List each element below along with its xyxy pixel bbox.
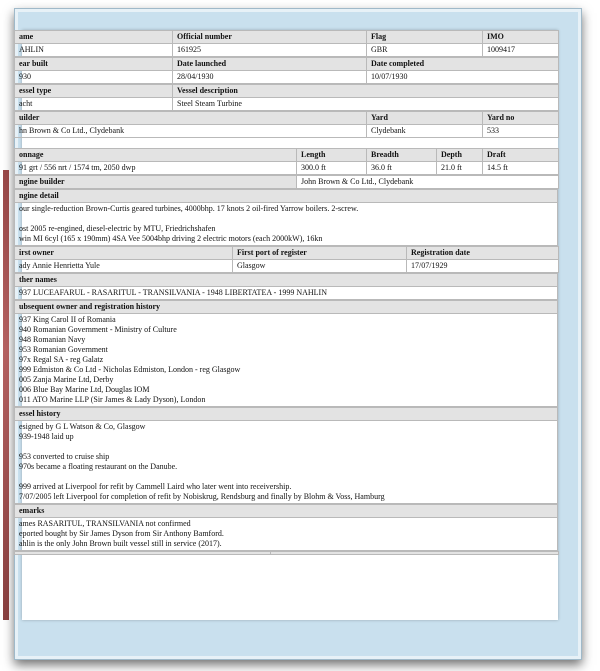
- name-label: ame: [15, 31, 173, 44]
- owner-history-line: 940 Romanian Government - Ministry of Culture: [19, 325, 177, 334]
- trailing-table: [14, 551, 559, 555]
- remarks-text: [15, 518, 558, 551]
- breadth-value: 36.0 ft: [367, 162, 437, 175]
- owner-history-line: 953 Romanian Government: [19, 345, 108, 354]
- registration-date-label: Registration date: [407, 247, 559, 260]
- remarks-line: ahlin is the only John Brown built vessel still in service (2017).: [19, 539, 222, 548]
- engine-detail-table: [14, 189, 558, 246]
- other-names-label: ther names: [15, 274, 558, 287]
- ship-record-page: [19, 30, 558, 620]
- owner-history-line: 011 ATO Marine LLP (Sir James & Lady Dyson), London: [19, 395, 206, 404]
- dates-table: [14, 57, 559, 84]
- year-built-value: 930: [15, 71, 173, 84]
- vessel-history-line: [19, 442, 553, 452]
- engine-detail-text: [15, 203, 558, 246]
- remarks-line: ames RASARITUL, TRANSILVANIA not confirmed: [19, 519, 191, 528]
- builder-value: hn Brown & Co Ltd., Clydebank: [15, 125, 367, 138]
- engine-detail-line: ost 2005 re-engined, diesel-electric by MTU, Friedrichshafen: [19, 224, 216, 233]
- yard-label: Yard: [367, 112, 483, 125]
- vessel-type-table: [14, 84, 559, 111]
- remarks-line: eported bought by Sir James Dyson from Sir Anthony Bamford.: [19, 529, 224, 538]
- length-label: Length: [297, 149, 367, 162]
- page-edge-decoration: [3, 170, 9, 620]
- yard-value: Clydebank: [367, 125, 483, 138]
- trailing-cell: [15, 552, 271, 555]
- owners-history-table: [14, 300, 558, 407]
- identity-table: [14, 30, 559, 57]
- vessel-history-line: 953 converted to cruise ship: [19, 452, 110, 461]
- vessel-history-table: [14, 407, 558, 504]
- owners-history-label: ubsequent owner and registration history: [15, 301, 558, 314]
- official-number-label: Official number: [173, 31, 367, 44]
- vessel-history-line: 999 arrived at Liverpool for refit by Cammell Laird who later went into receivership.: [19, 482, 292, 491]
- owner-history-line: 006 Blue Bay Marine Ltd, Douglas IOM: [19, 385, 150, 394]
- vessel-type-value: acht: [15, 98, 173, 111]
- official-number-value: 161925: [173, 44, 367, 57]
- flag-label: Flag: [367, 31, 483, 44]
- vessel-history-label: essel history: [15, 408, 558, 421]
- date-completed-label: Date completed: [367, 58, 559, 71]
- remarks-table: [14, 504, 558, 551]
- first-port-value: Glasgow: [233, 260, 407, 273]
- trailing-cell: [271, 552, 559, 555]
- vessel-history-line: 7/07/2005 left Liverpool for completion of refit by Nobiskrug, Rendsburg and finally by Blohm & Voss, Hamburg: [19, 492, 385, 501]
- vessel-description-label: Vessel description: [173, 85, 559, 98]
- depth-label: Depth: [437, 149, 483, 162]
- owner-history-line: 948 Romanian Navy: [19, 335, 86, 344]
- other-names-value: 937 LUCEAFARUL - RASARITUL - TRANSILVANIA - 1948 LIBERTATEA - 1999 NAHLIN: [15, 287, 558, 300]
- date-launched-label: Date launched: [173, 58, 367, 71]
- length-value: 300.0 ft: [297, 162, 367, 175]
- engine-detail-line: our single-reduction Brown-Curtis geared turbines, 4000bhp. 17 knots 2 oil-fired Yarrow boilers. 2-screw.: [19, 204, 359, 213]
- registration-date-value: 17/07/1929: [407, 260, 559, 273]
- yard-no-value: 533: [483, 125, 559, 138]
- yard-no-label: Yard no: [483, 112, 559, 125]
- year-built-label: ear built: [15, 58, 173, 71]
- engine-builder-label: ngine builder: [15, 176, 297, 189]
- registration-table: [14, 246, 559, 273]
- name-value: AHLIN: [15, 44, 173, 57]
- imo-value: 1009417: [483, 44, 559, 57]
- vessel-history-line: 970s became a floating restaurant on the Danube.: [19, 462, 178, 471]
- engine-builder-value: John Brown & Co Ltd., Clydebank: [297, 176, 559, 189]
- flag-value: GBR: [367, 44, 483, 57]
- vessel-history-line: 939-1948 laid up: [19, 432, 74, 441]
- tonnage-value: 91 grt / 556 nrt / 1574 tm, 2050 dwp: [15, 162, 297, 175]
- remarks-label: emarks: [15, 505, 558, 518]
- engine-builder-table: [14, 175, 559, 189]
- owner-history-line: 005 Zanja Marine Ltd, Derby: [19, 375, 114, 384]
- owners-history-text: [15, 314, 558, 407]
- engine-detail-label: ngine detail: [15, 190, 558, 203]
- first-owner-value: ady Annie Henrietta Yule: [15, 260, 233, 273]
- depth-value: 21.0 ft: [437, 162, 483, 175]
- vessel-history-line: [19, 472, 553, 482]
- dimensions-table: [14, 148, 559, 175]
- tonnage-label: onnage: [15, 149, 297, 162]
- vessel-history-line: esigned by G L Watson & Co, Glasgow: [19, 422, 146, 431]
- imo-label: IMO: [483, 31, 559, 44]
- vessel-description-value: Steel Steam Turbine: [173, 98, 559, 111]
- builder-table: [14, 111, 559, 138]
- engine-detail-line: [19, 214, 553, 224]
- other-names-table: [14, 273, 558, 300]
- date-launched-value: 28/04/1930: [173, 71, 367, 84]
- vessel-type-label: essel type: [15, 85, 173, 98]
- draft-label: Draft: [483, 149, 559, 162]
- draft-value: 14.5 ft: [483, 162, 559, 175]
- builder-label: uilder: [15, 112, 367, 125]
- owner-history-line: 999 Edmiston & Co Ltd - Nicholas Edmiston, London - reg Glasgow: [19, 365, 241, 374]
- owner-history-line: 937 King Carol II of Romania: [19, 315, 116, 324]
- date-completed-value: 10/07/1930: [367, 71, 559, 84]
- engine-detail-line: win MI 6cyl (165 x 190mm) 4SA Vee 5004bhp driving 2 electric motors (each 2000kW), 16kn: [19, 234, 323, 243]
- first-owner-label: irst owner: [15, 247, 233, 260]
- breadth-label: Breadth: [367, 149, 437, 162]
- owner-history-line: 97x Regal SA - reg Galatz: [19, 355, 104, 364]
- vessel-history-text: [15, 421, 558, 504]
- first-port-label: First port of register: [233, 247, 407, 260]
